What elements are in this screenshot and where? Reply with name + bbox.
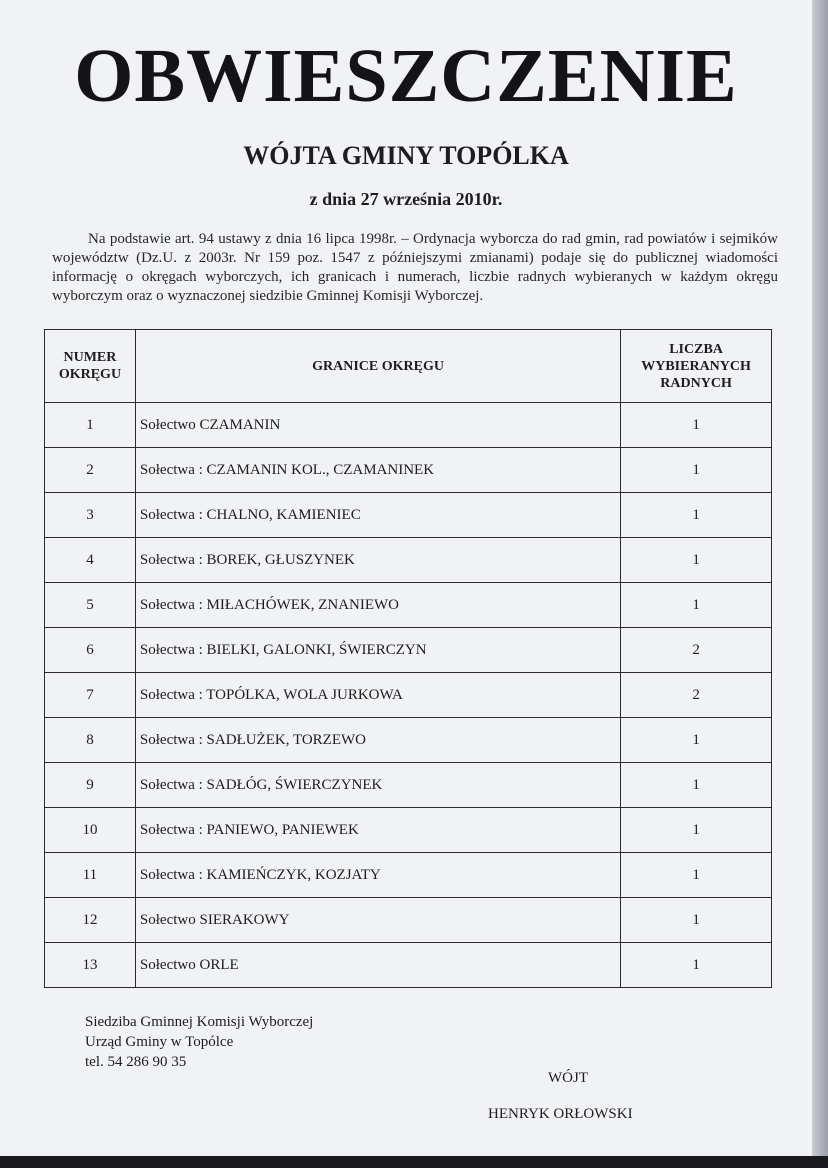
table-row (45, 538, 772, 583)
cell-liczba: 1 (621, 403, 772, 448)
cell-liczba: 2 (621, 628, 772, 673)
table-row (45, 718, 772, 763)
cell-granice: Sołectwa : CHALNO, KAMIENIEC (135, 493, 620, 538)
table-row (45, 853, 772, 898)
cell-numer: 4 (45, 538, 136, 583)
table-row (45, 583, 772, 628)
commission-seat-line: Siedziba Gminnej Komisji Wyborczej (85, 1014, 314, 1030)
table-row (45, 493, 772, 538)
cell-numer: 10 (45, 808, 136, 853)
cell-granice: Sołectwo ORLE (135, 943, 620, 988)
intro-paragraph: Na podstawie art. 94 ustawy z dnia 16 lipca 1998r. – Ordynacja wyborcza do rad gmin, rad powiatów i sejmików województw (Dz.U. z 2003r. Nr 159 poz. 1547 z późniejszymi zmianami) podaje się do publicznej wiadomości informację o okręgach wyborczych, ich granicach i numerach, liczbie radnych wybieranych w każdym okręgu wyborczym oraz o wyznaczonej siedzibie Gminnej Komisji Wyborczej. (52, 231, 778, 304)
document-date: z dnia 27 września 2010r. (309, 189, 503, 209)
cell-numer: 6 (45, 628, 136, 673)
table-row (45, 673, 772, 718)
cell-liczba: 1 (621, 583, 772, 628)
cell-granice: Sołectwa : TOPÓLKA, WOLA JURKOWA (135, 673, 620, 718)
cell-granice: Sołectwa : CZAMANIN KOL., CZAMANINEK (135, 448, 620, 493)
table-header-row (45, 330, 772, 403)
commission-seat-block (85, 1012, 313, 1072)
table-row (45, 628, 772, 673)
scan-edge-bottom (0, 1156, 828, 1168)
header-granice-okregu: GRANICE OKRĘGU (135, 330, 620, 403)
cell-numer: 1 (45, 403, 136, 448)
cell-granice: Sołectwa : BOREK, GŁUSZYNEK (135, 538, 620, 583)
cell-numer: 2 (45, 448, 136, 493)
cell-liczba: 2 (621, 673, 772, 718)
signature-name: HENRYK ORŁOWSKI (488, 1106, 633, 1122)
scan-edge-right (812, 0, 828, 1168)
signature-title: WÓJT (548, 1070, 588, 1086)
cell-numer: 11 (45, 853, 136, 898)
table-body (45, 403, 772, 988)
table-row (45, 403, 772, 448)
cell-liczba: 1 (621, 898, 772, 943)
cell-granice: Sołectwa : BIELKI, GALONKI, ŚWIERCZYN (135, 628, 620, 673)
cell-numer: 5 (45, 583, 136, 628)
cell-numer: 8 (45, 718, 136, 763)
cell-granice: Sołectwa : MIŁACHÓWEK, ZNANIEWO (135, 583, 620, 628)
cell-liczba: 1 (621, 943, 772, 988)
cell-liczba: 1 (621, 538, 772, 583)
cell-granice: Sołectwa : SADŁUŻEK, TORZEWO (135, 718, 620, 763)
commission-office-line: Urząd Gminy w Topólce (85, 1034, 234, 1050)
cell-liczba: 1 (621, 853, 772, 898)
cell-numer: 13 (45, 943, 136, 988)
document-subtitle: WÓJTA GMINY TOPÓLKA (243, 141, 569, 170)
cell-numer: 12 (45, 898, 136, 943)
cell-numer: 9 (45, 763, 136, 808)
cell-numer: 3 (45, 493, 136, 538)
table-row (45, 448, 772, 493)
cell-numer: 7 (45, 673, 136, 718)
commission-phone-line: tel. 54 286 90 35 (85, 1054, 187, 1070)
districts-table (44, 329, 772, 988)
cell-liczba: 1 (621, 718, 772, 763)
cell-liczba: 1 (621, 448, 772, 493)
cell-granice: Sołectwo SIERAKOWY (135, 898, 620, 943)
header-liczba-radnych: LICZBA WYBIERANYCH RADNYCH (621, 330, 772, 403)
cell-granice: Sołectwo CZAMANIN (135, 403, 620, 448)
cell-granice: Sołectwa : PANIEWO, PANIEWEK (135, 808, 620, 853)
cell-granice: Sołectwa : KAMIEŃCZYK, KOZJATY (135, 853, 620, 898)
document-title: OBWIESZCZENIE (74, 34, 738, 118)
table-row (45, 808, 772, 853)
cell-granice: Sołectwa : SADŁÓG, ŚWIERCZYNEK (135, 763, 620, 808)
table-row (45, 898, 772, 943)
cell-liczba: 1 (621, 808, 772, 853)
table-row (45, 943, 772, 988)
table-row (45, 763, 772, 808)
cell-liczba: 1 (621, 493, 772, 538)
header-numer-okregu: NUMER OKRĘGU (45, 330, 136, 403)
cell-liczba: 1 (621, 763, 772, 808)
